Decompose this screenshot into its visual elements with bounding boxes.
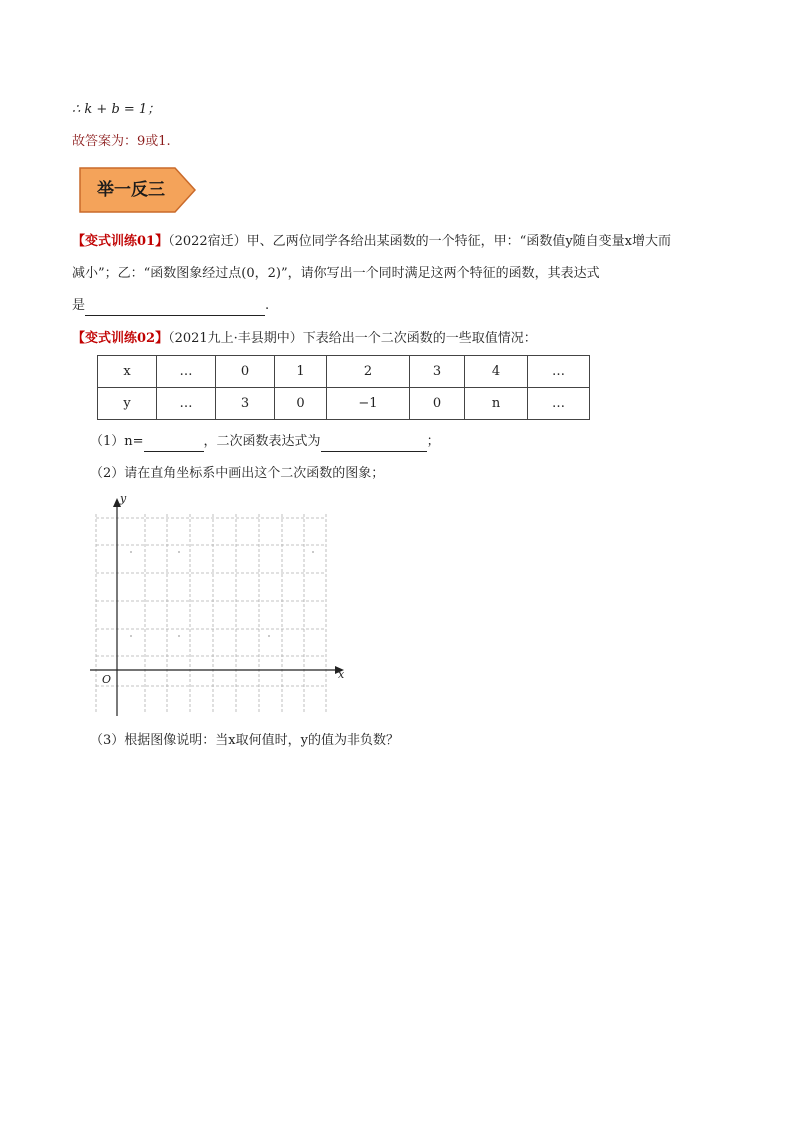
x-axis-label: x: [338, 668, 345, 681]
therefore-line: ∴ k + b = 1；: [72, 102, 161, 117]
table-cell: 3: [410, 356, 465, 388]
exercise2-intro-line: [72, 329, 537, 349]
question2-line: （2）请在直角坐标系中画出这个二次函数的图象；: [90, 466, 385, 481]
value-table: [97, 355, 590, 420]
exercise1-line2: 减小”；乙：“函数图象经过点(0，2)”，请你写出一个同时满足这两个特征的函数，其表达式: [72, 266, 600, 281]
table-cell: 3: [216, 388, 275, 420]
banner-label: 举一反三: [97, 180, 165, 200]
example-banner: [79, 167, 197, 213]
exercise2-intro: （2021九上·丰县期中）下表给出一个二次函数的一些取值情况：: [168, 331, 537, 346]
exercise1-line1: [72, 232, 671, 252]
table-cell: …: [157, 388, 216, 420]
table-row-y: [98, 388, 590, 420]
origin-label: O: [102, 673, 112, 686]
question3-line: （3）根据图像说明：当x取何值时，y的值为非负数？: [90, 733, 399, 748]
exercise1-line3-suffix: .: [265, 298, 270, 313]
coordinate-grid[interactable]: [86, 490, 348, 720]
table-cell: 0: [410, 388, 465, 420]
table-cell: y: [98, 388, 157, 420]
table-cell: n: [465, 388, 528, 420]
exercise1-line3: [72, 296, 269, 316]
question1-middle: ，二次函数表达式为: [203, 434, 321, 449]
exercise1-text1: （2022宿迁）甲、乙两位同学各给出某函数的一个特征，甲：“函数值y随自变量x增大而: [168, 234, 672, 249]
answer-value: 9或1.: [137, 134, 171, 149]
grid-lines: [96, 514, 326, 712]
expression-answer-blank[interactable]: [321, 437, 427, 452]
table-cell: …: [528, 388, 590, 420]
n-answer-blank[interactable]: [144, 437, 204, 452]
grid-dots: [130, 551, 314, 637]
table-cell: …: [528, 356, 590, 388]
table-cell: …: [157, 356, 216, 388]
exercise1-answer-blank[interactable]: [85, 301, 265, 316]
table-cell: −1: [327, 388, 410, 420]
question1-prefix: （1）n=: [90, 434, 144, 449]
table-cell: x: [98, 356, 157, 388]
question1-line: [90, 432, 440, 452]
table-cell: 0: [216, 356, 275, 388]
exercise1-line3-prefix: 是: [72, 298, 86, 313]
coordinate-grid-svg: [86, 490, 348, 720]
y-axis-label: y: [120, 492, 127, 505]
table-row-x: [98, 356, 590, 388]
exercise1-tag: 【变式训练01】: [72, 234, 169, 249]
table-cell: 2: [327, 356, 410, 388]
answer-prefix: 故答案为：: [72, 134, 138, 149]
table-cell: 0: [275, 388, 327, 420]
answer-line: [72, 132, 171, 152]
table-cell: 1: [275, 356, 327, 388]
table-cell: 4: [465, 356, 528, 388]
exercise2-tag: 【变式训练02】: [72, 331, 169, 346]
question1-suffix: ；: [426, 434, 440, 449]
